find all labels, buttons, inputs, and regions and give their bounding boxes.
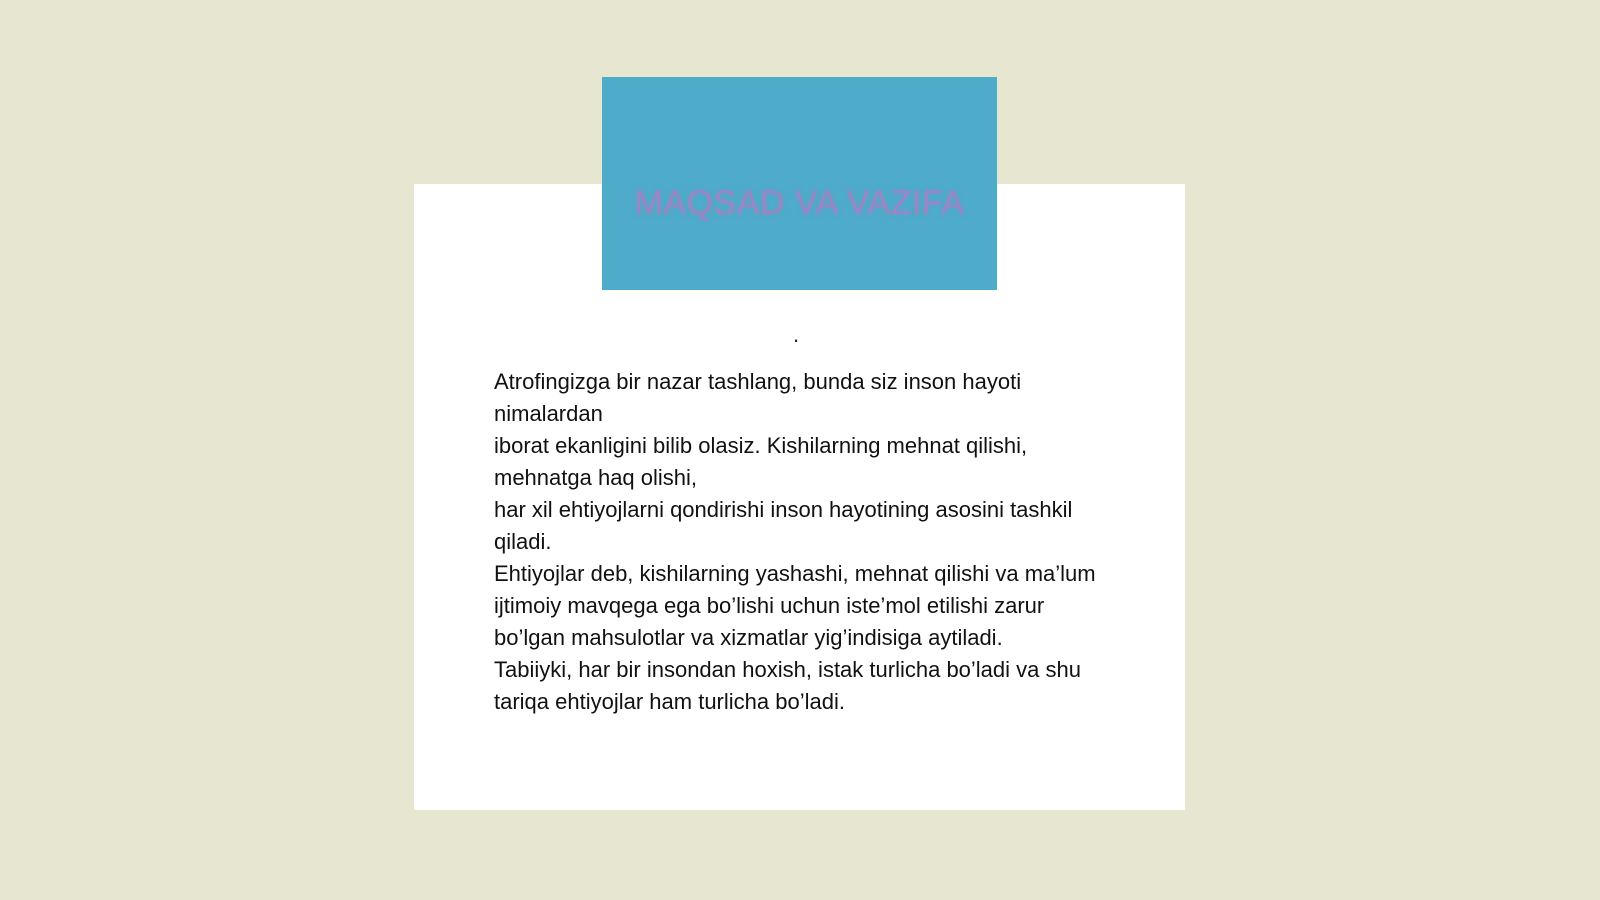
body-line: Atrofingizga bir nazar tashlang, bunda siz inson hayoti	[494, 369, 1022, 394]
body-line: har xil ehtiyojlarni qondirishi inson hayotining asosini tashkil	[494, 497, 1073, 522]
body-line: ijtimoiy mavqega ega bo’lishi uchun iste’mol etilishi zarur	[494, 593, 1045, 618]
slide-title: MAQSAD VA VAZIFA	[634, 184, 965, 222]
body-line: Tabiiyki, har bir insondan hoxish, istak turlicha bo’ladi va shu	[494, 657, 1081, 682]
body-line: mehnatga haq olishi,	[494, 465, 698, 490]
body-line: bo’lgan mahsulotlar va xizmatlar yig’indisiga aytiladi.	[494, 625, 1003, 650]
body-line: iborat ekanligini bilib olasiz. Kishilarning mehnat qilishi,	[494, 433, 1028, 458]
body-line: nimalardan	[494, 401, 603, 426]
title-box	[602, 77, 997, 290]
body-line: qiladi.	[494, 529, 552, 554]
body-text	[494, 366, 1174, 718]
body-line: tariqa ehtiyojlar ham turlicha bo’ladi.	[494, 689, 845, 714]
body-line: Ehtiyojlar deb, kishilarning yashashi, mehnat qilishi va ma’lum	[494, 561, 1096, 586]
bullet-dot: .	[793, 322, 800, 347]
